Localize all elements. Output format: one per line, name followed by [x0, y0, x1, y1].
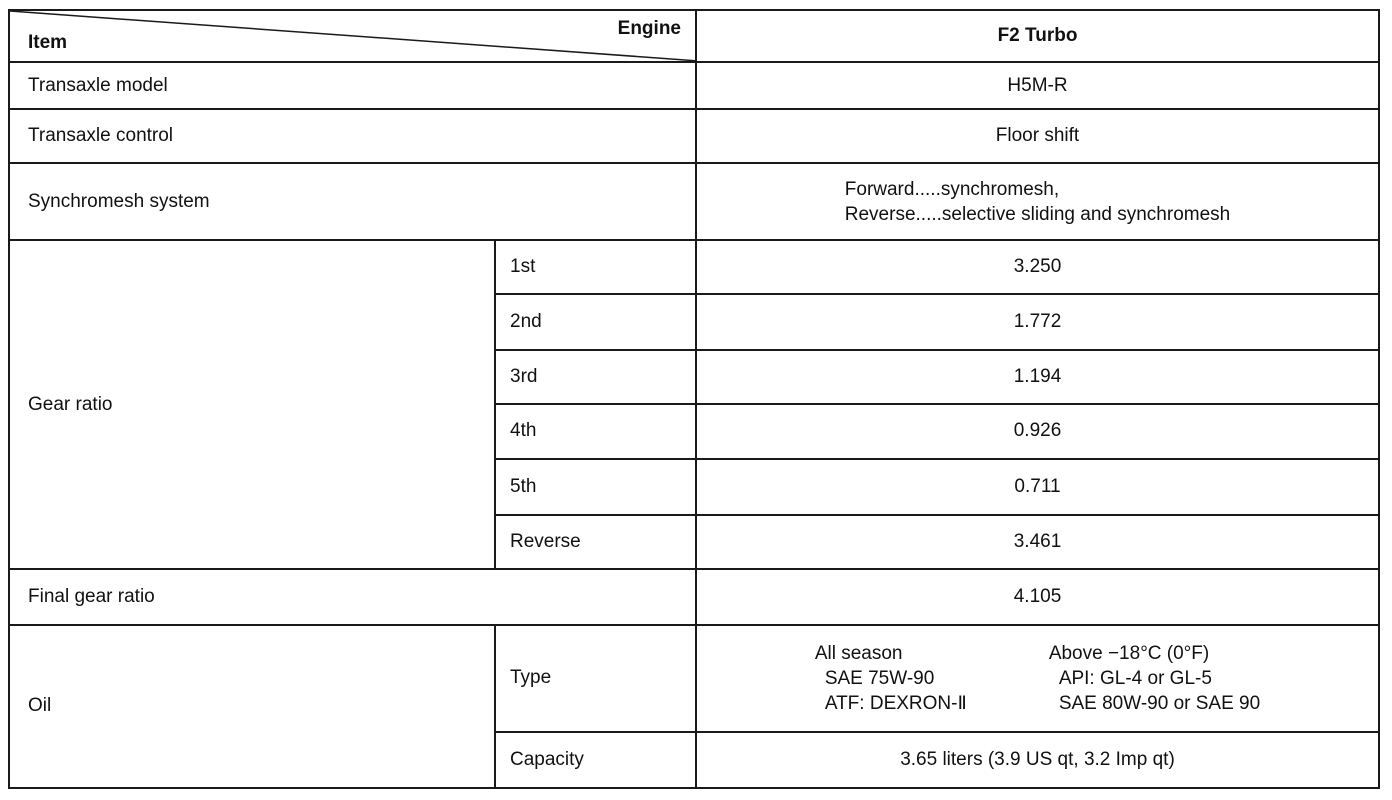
oil-type-line: API: GL-4 or GL-5 — [1058, 667, 1212, 689]
oil-type-line: All season — [814, 642, 903, 664]
transaxle-control-value: Floor shift — [696, 109, 1379, 163]
gear-name: 1st — [495, 240, 696, 294]
gear-name: 2nd — [495, 294, 696, 350]
oil-type-line: ATF: DEXRON-Ⅱ — [824, 692, 967, 714]
transaxle-model-label: Transaxle model — [9, 62, 696, 110]
oil-type-line: SAE 80W-90 or SAE 90 — [1058, 692, 1261, 714]
oil-capacity-value: 3.65 liters (3.9 US qt, 3.2 Imp qt) — [696, 732, 1379, 788]
gear-value: 3.461 — [696, 515, 1379, 569]
synchromesh-reverse: Reverse.....selective sliding and synchromesh — [844, 203, 1231, 225]
synchromesh-label: Synchromesh system — [9, 163, 696, 240]
oil-type-left-column — [815, 641, 967, 716]
oil-capacity-label: Capacity — [495, 732, 696, 788]
item-engine-header-cell — [9, 10, 696, 62]
oil-type-right-column — [1049, 641, 1260, 716]
gear-value: 3.250 — [696, 240, 1379, 294]
header-row — [9, 10, 1379, 62]
synchromesh-value — [696, 163, 1379, 240]
table-row — [9, 163, 1379, 240]
diagonal-divider — [10, 11, 695, 61]
final-gear-ratio-value: 4.105 — [696, 569, 1379, 625]
spec-table — [8, 9, 1380, 789]
gear-name: 3rd — [495, 350, 696, 404]
oil-type-line: SAE 75W-90 — [824, 667, 935, 689]
synchromesh-forward: Forward.....synchromesh, — [844, 178, 1060, 200]
transaxle-model-value: H5M-R — [696, 62, 1379, 110]
gear-ratio-label: Gear ratio — [9, 240, 495, 569]
item-header-label: Item — [28, 31, 68, 53]
table-row — [9, 569, 1379, 625]
table-row — [9, 62, 1379, 110]
engine-header-label: Engine — [617, 18, 681, 39]
final-gear-ratio-label: Final gear ratio — [9, 569, 696, 625]
gear-value: 1.194 — [696, 350, 1379, 404]
oil-type-label: Type — [495, 625, 696, 733]
gear-value: 1.772 — [696, 294, 1379, 350]
gear-name: Reverse — [495, 515, 696, 569]
table-row — [9, 625, 1379, 733]
oil-type-line: Above −18°C (0°F) — [1048, 642, 1210, 664]
transaxle-control-label: Transaxle control — [9, 109, 696, 163]
table-row — [9, 109, 1379, 163]
gear-value: 0.926 — [696, 404, 1379, 460]
gear-value: 0.711 — [696, 459, 1379, 515]
engine-value-header: F2 Turbo — [696, 10, 1379, 62]
oil-type-value — [696, 625, 1379, 733]
gear-name: 5th — [495, 459, 696, 515]
oil-label: Oil — [9, 625, 495, 788]
gear-name: 4th — [495, 404, 696, 460]
table-row — [9, 240, 1379, 294]
